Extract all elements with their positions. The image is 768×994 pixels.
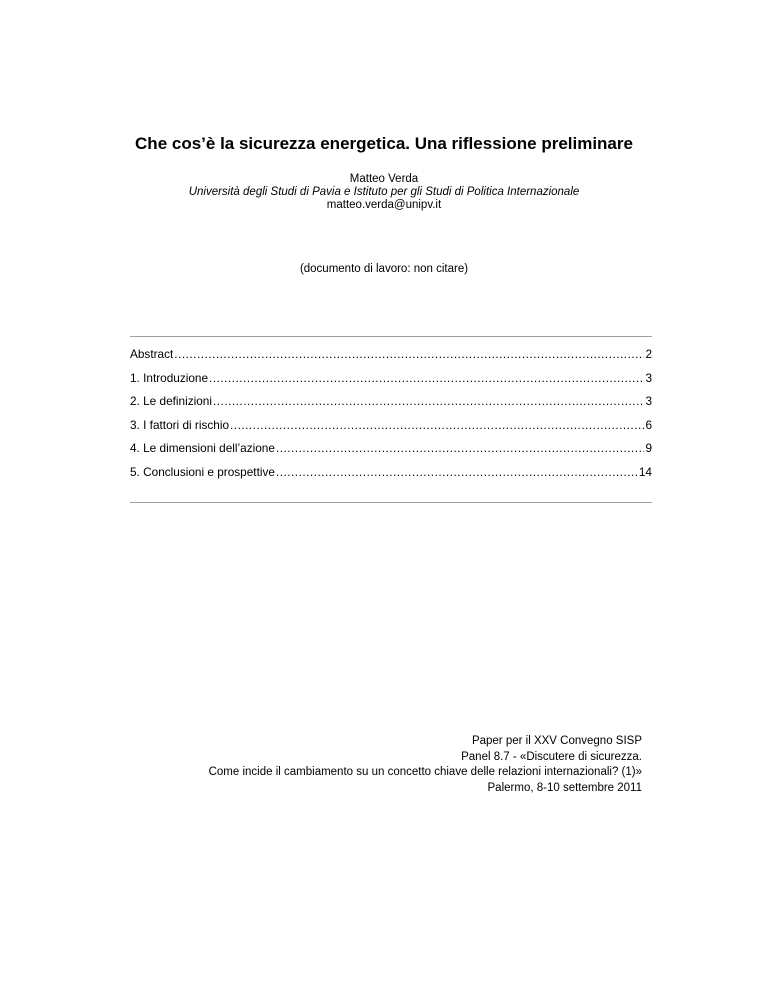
toc-entry-label: 4. Le dimensioni dell’azione: [130, 441, 275, 456]
table-of-contents: [130, 346, 652, 488]
author-email: matteo.verda@unipv.it: [326, 199, 442, 211]
toc-entry-page: 9: [645, 441, 652, 456]
toc-entry-page: 14: [638, 464, 652, 479]
author-affiliation: Università degli Studi di Pavia e Istituto per gli Studi di Politica Internazionale: [188, 186, 580, 198]
toc-entry-page: 2: [645, 347, 652, 361]
toc-leader-dots: [276, 464, 638, 480]
author-name: Matteo Verda: [349, 173, 419, 185]
conference-name: Paper per il XXV Convegno SISP: [471, 735, 642, 747]
toc-top-rule: [130, 336, 652, 337]
panel-subtitle: Come incide il cambiamento su un concetto chiave delle relazioni internazionali? (1)»: [208, 766, 642, 778]
conference-place-date: Palermo, 8-10 settembre 2011: [487, 781, 642, 794]
paper-title: Che cos’è la sicurezza energetica. Una riflessione preliminare: [135, 134, 633, 153]
toc-entry-label: 1. Introduzione: [130, 370, 209, 385]
toc-entry-introduzione[interactable]: [130, 370, 652, 394]
toc-entry-label: 5. Conclusioni e prospettive: [130, 464, 275, 479]
toc-entry-label: Abstract: [130, 347, 174, 361]
toc-entry-page: 3: [645, 394, 652, 409]
toc-leader-dots: [230, 417, 644, 433]
toc-leader-dots: [174, 346, 644, 362]
toc-leader-dots: [209, 370, 644, 386]
toc-entry-definizioni[interactable]: [130, 393, 652, 417]
toc-entry-abstract[interactable]: [130, 346, 652, 370]
toc-entry-conclusioni[interactable]: [130, 464, 652, 488]
panel-title: Panel 8.7 - «Discutere di sicurezza.: [461, 750, 642, 763]
toc-entry-label: 3. I fattori di rischio: [130, 417, 230, 432]
toc-entry-fattori-di-rischio[interactable]: [130, 417, 652, 441]
toc-leader-dots: [213, 393, 644, 409]
conference-info: [209, 734, 642, 796]
working-paper-note: (documento di lavoro: non citare): [299, 263, 469, 275]
toc-entry-page: 3: [645, 370, 652, 385]
toc-entry-label: 2. Le definizioni: [130, 394, 212, 409]
toc-entry-dimensioni-azione[interactable]: [130, 440, 652, 464]
toc-entry-page: 6: [645, 417, 652, 432]
toc-bottom-rule: [130, 502, 652, 503]
toc-leader-dots: [276, 440, 645, 456]
